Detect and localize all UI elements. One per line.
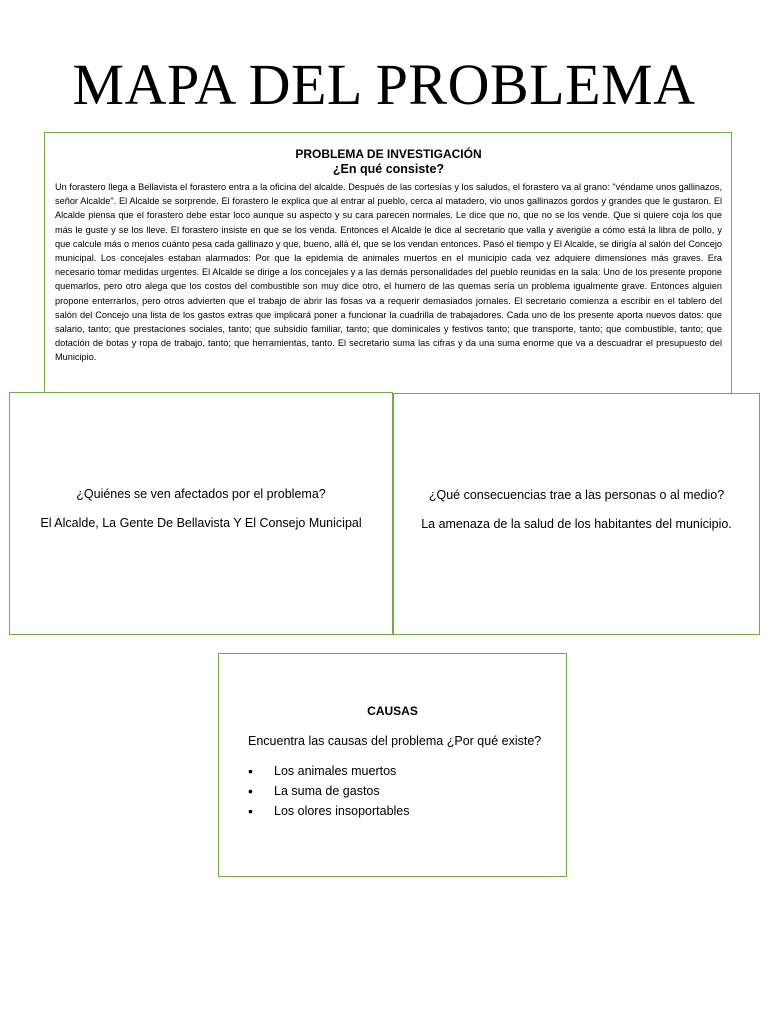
cause-label: Los animales muertos bbox=[274, 764, 397, 778]
list-item bbox=[248, 761, 410, 781]
list-item bbox=[248, 781, 410, 801]
bullet-icon: • bbox=[248, 783, 253, 799]
consequences-answer: La amenaza de la salud de los habitantes del municipio. bbox=[421, 517, 732, 531]
affected-box bbox=[9, 392, 393, 635]
problem-box bbox=[44, 132, 732, 394]
list-item bbox=[248, 801, 410, 821]
consequences-content bbox=[394, 487, 759, 532]
problem-subheading: ¿En qué consiste? bbox=[332, 162, 445, 176]
affected-content bbox=[10, 486, 392, 531]
consequences-question: ¿Qué consecuencias trae a las personas o al medio? bbox=[428, 488, 725, 502]
cause-label: La suma de gastos bbox=[274, 784, 380, 798]
problem-description: Un forastero llega a Bellavista el forastero entra a la oficina del alcalde. Después de las cortesías y los saludos, el forastero va al grano: "véndame unos gallinazos, señor Alcalde". El Alcalde se sorprende. El forastero le explica que al entrar al pueblo, cerca al matadero, vio unos gallinazos gordos y grandes que le gustaron. El Alcalde piensa que el forastero debe estar loco aunque su aspecto y su cara parecen normales. Le dice que no, que no se los vende. Que si quiere coja los que más le guste y se los lleve. El forastero insiste en que se los venda. Entonces el Alcalde le dice al secretario que valla y averigüe a cómo está la libra de pollo, y que calcule más o menos cuánto pesa cada gallinazo y que, bueno, allá él, que se los vendan entonces. Pasó el tiempo y El Alcalde, se dirigía al salón del Concejo municipal. Los concejales estaban alarmados: Por que la epidemia de animales muertos en el municipio cada vez adquiere dimensiones más graves. Era necesario tomar medidas urgentes. El Alcalde se dirige a los concejales y a las demás personalidades del pueblo reunidas en la sala: Uno de los presente propone quemarlos, pero otro alega que los costos del combustible son muy dice otro, el humero de las quemas sería un problema igualmente grave. Entonces alguien propone enterrarlos, pero otros advierten que el trabajo de abrir las fosas va a requerir demasiados jornales. El secretario comienza a escribir en el tablero del salón del Concejo una lista de los gastos extras que implicará poner a funcionar la cuadrilla de trabajadores. Cada uno de los presente aporta nuevos datos: que salario, tanto; que prestaciones sociales, tanto; que subsidio familiar, tanto; que dominicales y festivos tanto; que transporte, tanto; que combustible, tanto; que dotación de botas y ropa de trabajo, tanto; que herramientas, tanto. El secretario suma las cifras y da una suma enorme que va a descuadrar el presupuesto del Municipio. bbox=[55, 182, 722, 363]
causes-box bbox=[218, 653, 567, 877]
causes-list bbox=[248, 761, 410, 821]
problem-heading: PROBLEMA DE INVESTIGACIÓN bbox=[295, 147, 482, 161]
causes-question: Encuentra las causas del problema ¿Por qué existe? bbox=[248, 734, 542, 748]
cause-label: Los olores insoportables bbox=[274, 804, 410, 818]
page-title: MAPA DEL PROBLEMA bbox=[72, 52, 696, 117]
affected-answer: El Alcalde, La Gente De Bellavista Y El Consejo Municipal bbox=[40, 516, 362, 530]
bullet-icon: • bbox=[248, 763, 253, 779]
bullet-icon: • bbox=[248, 803, 253, 819]
causes-heading: CAUSAS bbox=[367, 704, 418, 718]
consequences-box bbox=[393, 393, 760, 635]
affected-question: ¿Quiénes se ven afectados por el problema? bbox=[76, 487, 326, 501]
